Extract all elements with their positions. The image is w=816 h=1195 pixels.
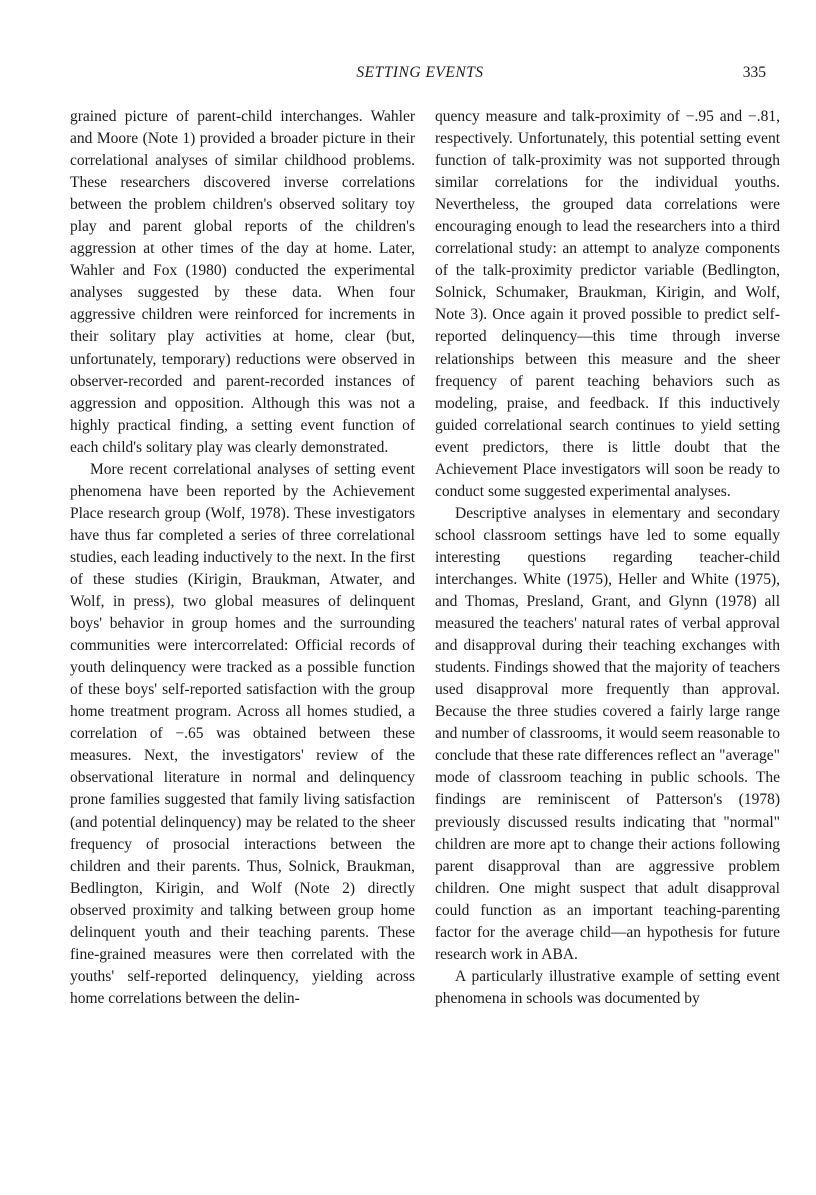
paragraph: More recent correlational analyses of setting event phenomena have been reported by the Achievement Place research group (Wolf, 1978). These investigators have thus far completed a series of three correlational studies, each leading inductively to the next. In the first of these studies (Kirigin, Braukman, Atwater, and Wolf, in press), two global measures of delinquent boys' behavior in group homes and the surrounding communities were intercorrelated: Official records of youth delinquency were tracked as a possible function of these boys' self-reported satisfaction with the group home treatment program. Across all homes studied, a correlation of −.65 was obtained between these measures. Next, the investigators' review of the observational literature in normal and delinquency prone families suggested that family living satisfaction (and potential delinquency) may be related to the sheer frequency of prosocial interactions between the children and their parents. Thus, Solnick, Braukman, Bedlington, Kirigin, and Wolf (Note 2) directly observed proximity and talking between group home delinquent youth and their teaching parents. These fine-grained measures were then correlated with the youths' self-reported delinquency, yielding across home correlations between the delin- xyxy=(70,460,415,1007)
running-title: SETTING EVENTS xyxy=(356,64,484,81)
running-header xyxy=(0,64,816,88)
paragraph: quency measure and talk-proximity of −.95 and −.81, respectively. Unfortunately, this potential setting event function of talk-proximity was not supported through similar correlations for the individual youths. Nevertheless, the grouped data correlations were encouraging enough to lead the researchers into a third correlational study: an attempt to analyze components of the talk-proximity predictor variable (Bedlington, Solnick, Schumaker, Braukman, Kirigin, and Wolf, Note 3). Once again it proved possible to predict self-reported delinquency—this time through inverse relationships between this measure and the sheer frequency of parent teaching behaviors such as modeling, praise, and feedback. If this inductively guided correlational search continues to yield setting event predictors, there is little doubt that the Achievement Place investigators will soon be ready to conduct some suggested experimental analyses. xyxy=(435,108,780,500)
paragraph: grained picture of parent-child interchanges. Wahler and Moore (Note 1) provided a broader picture in their correlational analyses of similar childhood problems. These researchers discovered inverse correlations between the problem children's observed solitary toy play and parent global reports of the children's aggression at other times of the day at home. Later, Wahler and Fox (1980) conducted the experimental analyses suggested by these data. When four aggressive children were reinforced for increments in their solitary play activities at home, clear (but, unfortunately, temporary) reductions were observed in observer-recorded and parent-recorded instances of aggression and opposition. Although this was not a highly practical finding, a setting event function of each child's solitary play was clearly demonstrated. xyxy=(70,108,415,456)
paragraph: Descriptive analyses in elementary and secondary school classroom settings have led to some equally interesting questions regarding teacher-child interchanges. White (1975), Heller and White (1975), and Thomas, Presland, Grant, and Glynn (1978) all measured the teachers' natural rates of verbal approval and disapproval during their teaching exchanges with students. Findings showed that the majority of teachers used disapproval more frequently than approval. Because the three studies covered a fairly large range and number of classrooms, it would seem reasonable to conclude that these rate differences reflect an "average" mode of classroom teaching in public schools. The findings are reminiscent of Patterson's (1978) previously discussed results indicating that "normal" children are more apt to change their actions following parent disapproval than are aggressive problem children. One might suspect that adult disapproval could function as an important teaching-parenting factor for the average child—an hypothesis for future research work in ABA. xyxy=(435,504,780,963)
page-number: 335 xyxy=(742,64,766,81)
right-column xyxy=(435,106,780,1010)
paragraph: A particularly illustrative example of setting event phenomena in schools was documented by xyxy=(435,967,780,1007)
left-column xyxy=(70,106,415,1010)
